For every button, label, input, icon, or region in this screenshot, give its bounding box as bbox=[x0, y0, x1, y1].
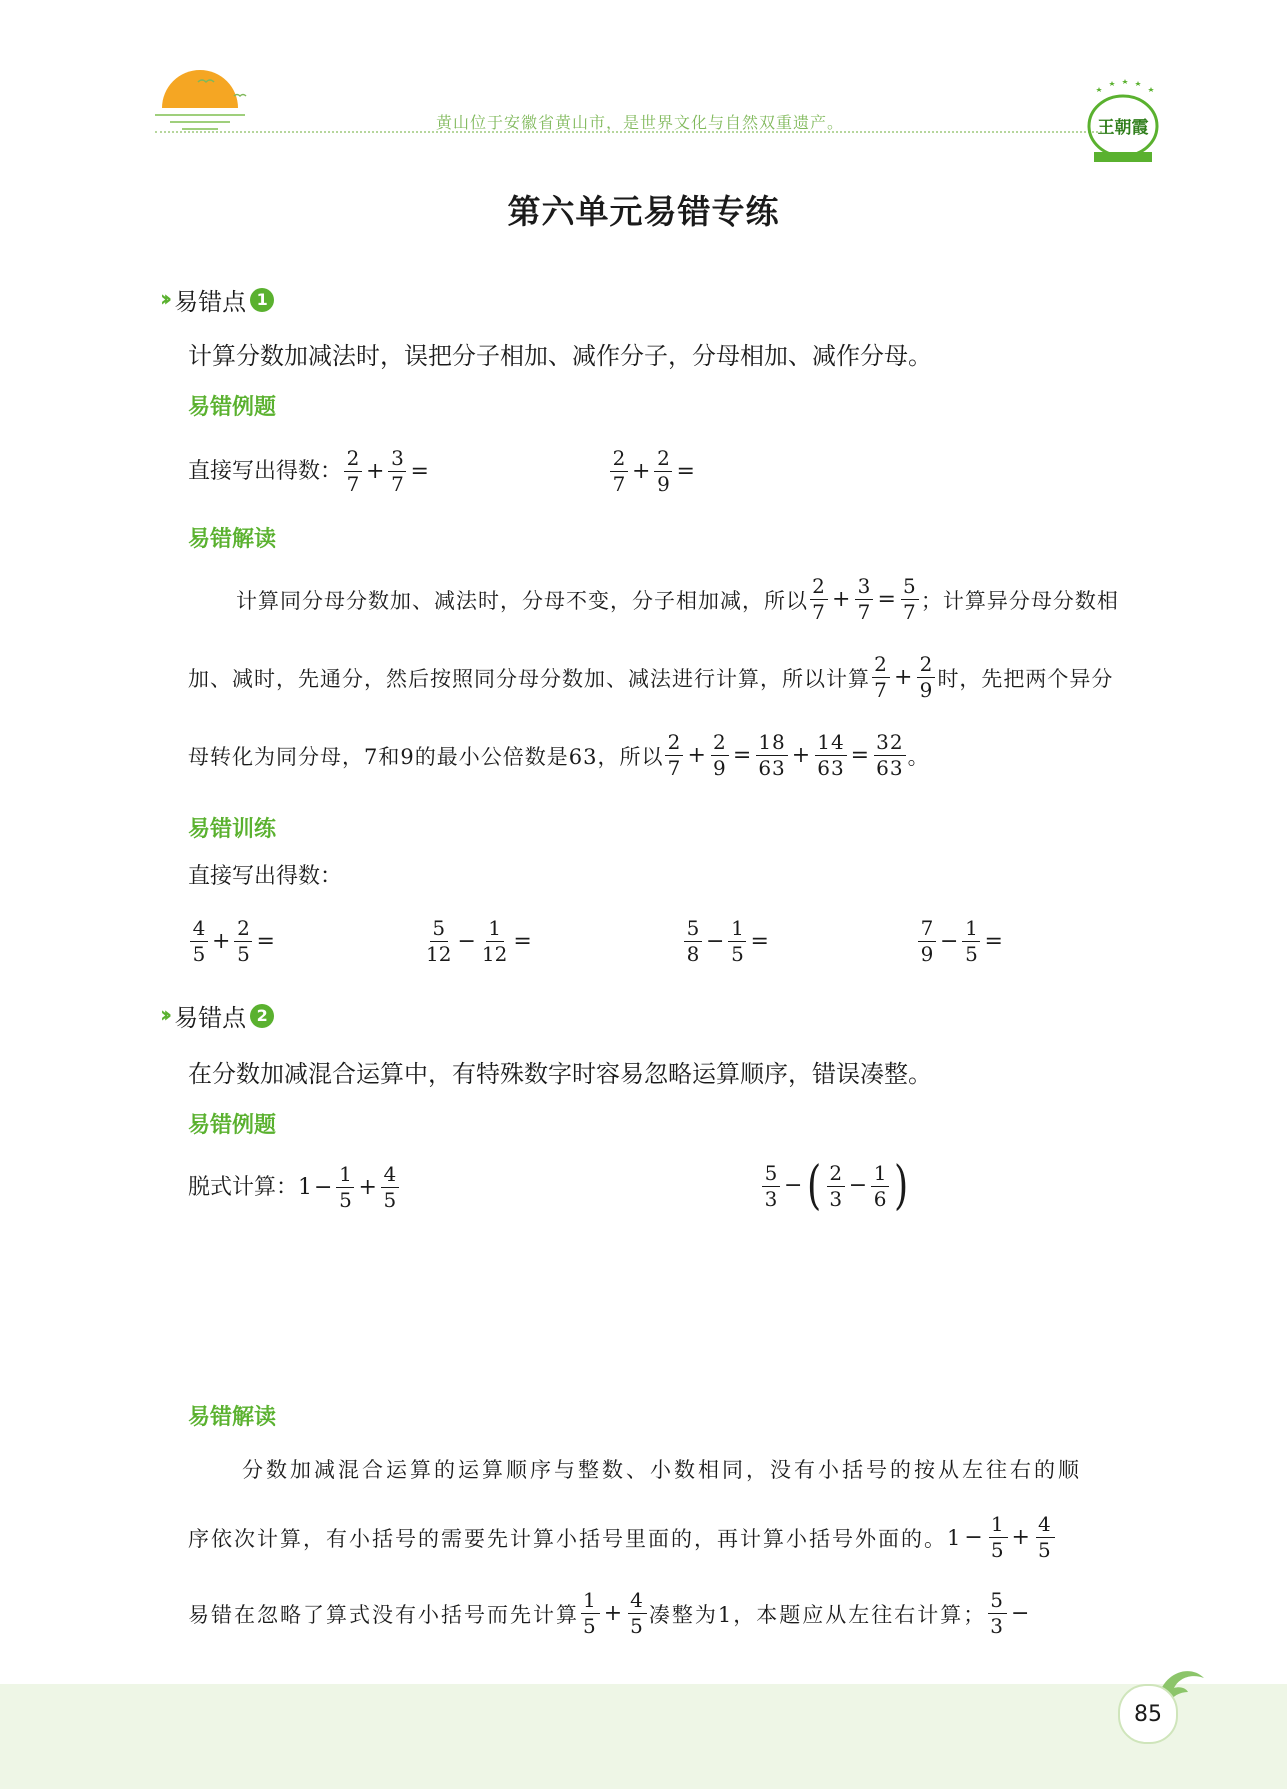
training-problem: $\frac{7}{9}$ − $\frac{1}{5}$ = bbox=[916, 918, 1005, 965]
training-problem: $\frac{5}{8}$ − $\frac{1}{5}$ = bbox=[682, 918, 771, 965]
section-2-badge: 2 bbox=[250, 1004, 274, 1028]
section-1-analysis-line-2: 加、减时，先通分，然后按照同分母分数加、减法进行计算，所以计算 $\frac{2}{7}$ + $\frac{2}{9}$ 时，先把两个异分 bbox=[188, 652, 1114, 702]
section-1-analysis-line-3: 母转化为同分母，7和9的最小公倍数是63，所以 $\frac{2}{7}$ + $\frac{2}{9}$ = $\frac{18}{63}$ + $\frac{14}{63}$ = $\frac{32}{63}$ 。 bbox=[188, 730, 930, 780]
section-1-badge: 1 bbox=[250, 288, 274, 312]
section-2-analysis-heading: 易错解读 bbox=[188, 1405, 277, 1430]
section-2-analysis-line-3: 易错在忽略了算式没有小括号而先计算 $\frac{1}{5}$ + $\frac{4}{5}$ 凑整为1，本题应从左往右计算； $\frac{5}{3}$ − bbox=[188, 1588, 1032, 1638]
section-1-example-1: 直接写出得数： $\frac{2}{7}$ + $\frac{3}{7}$ = bbox=[188, 446, 429, 496]
section-1-label: 易错点 bbox=[174, 288, 247, 316]
section-2-analysis-line-1: 分数加减混合运算的运算顺序与整数、小数相同，没有小括号的按从左往右的顺 bbox=[242, 1458, 1082, 1482]
training-problem: $\frac{5}{12}$ − $\frac{1}{12}$ = bbox=[426, 916, 532, 966]
example-prefix: 直接写出得数： bbox=[188, 458, 343, 484]
fraction: $\frac{2}{7}$ bbox=[344, 448, 362, 495]
section-1-heading bbox=[160, 282, 274, 317]
sunset-logo-icon bbox=[150, 60, 250, 160]
training-problem: $\frac{4}{5}$ + $\frac{2}{5}$ = bbox=[188, 918, 277, 965]
section-2-heading bbox=[160, 998, 274, 1033]
section-1-analysis-line-1: 计算同分母分数加、减法时，分母不变，分子相加减，所以 $\frac{2}{7}$ + $\frac{3}{7}$ = $\frac{5}{7}$ ；计算异分母分数相 bbox=[236, 574, 1119, 624]
section-1-rule: 计算分数加减法时，误把分子相加、减作分子，分母相加、减作分母。 bbox=[188, 342, 932, 370]
chevron-right-icon: ›› bbox=[160, 1003, 167, 1028]
section-1-analysis-heading: 易错解读 bbox=[188, 527, 277, 552]
page-footer-band bbox=[0, 1684, 1287, 1789]
svg-text:王朝霞: 王朝霞 bbox=[1097, 118, 1149, 138]
fraction: $\frac{2}{9}$ bbox=[654, 448, 672, 495]
page-number: 85 bbox=[1118, 1684, 1178, 1744]
header-motto: 黄山位于安徽省黄山市，是世界文化与自然双重遗产。 bbox=[436, 113, 845, 132]
fraction: $\frac{2}{7}$ bbox=[610, 448, 628, 495]
section-1-training-heading: 易错训练 bbox=[188, 817, 277, 842]
fraction: $\frac{3}{7}$ bbox=[388, 448, 406, 495]
section-2-example-1: 脱式计算： 1 − $\frac{1}{5}$ + $\frac{4}{5}$ bbox=[188, 1164, 401, 1211]
section-2-example-heading: 易错例题 bbox=[188, 1113, 277, 1138]
publisher-logo-icon bbox=[1082, 78, 1164, 170]
section-1-example-heading: 易错例题 bbox=[188, 395, 277, 420]
training-prefix: 直接写出得数： bbox=[188, 864, 343, 889]
section-2-rule: 在分数加减混合运算中，有特殊数字时容易忽略运算顺序，错误凑整。 bbox=[188, 1060, 932, 1088]
section-2-analysis-line-2: 序依次计算，有小括号的需要先计算小括号里面的，再计算小括号外面的。 1 − $\frac{1}{5}$ + $\frac{4}{5}$ bbox=[188, 1512, 1053, 1562]
page-title: 第六单元易错专练 bbox=[507, 192, 780, 231]
section-2-example-2: $\frac{5}{3}$ − ( $\frac{2}{3}$ − $\frac{1}{6}$ ) bbox=[760, 1160, 911, 1212]
section-1-example-2: $\frac{2}{7}$ + $\frac{2}{9}$ = bbox=[608, 448, 697, 495]
chevron-right-icon: ›› bbox=[160, 287, 167, 312]
section-2-label: 易错点 bbox=[174, 1004, 247, 1032]
